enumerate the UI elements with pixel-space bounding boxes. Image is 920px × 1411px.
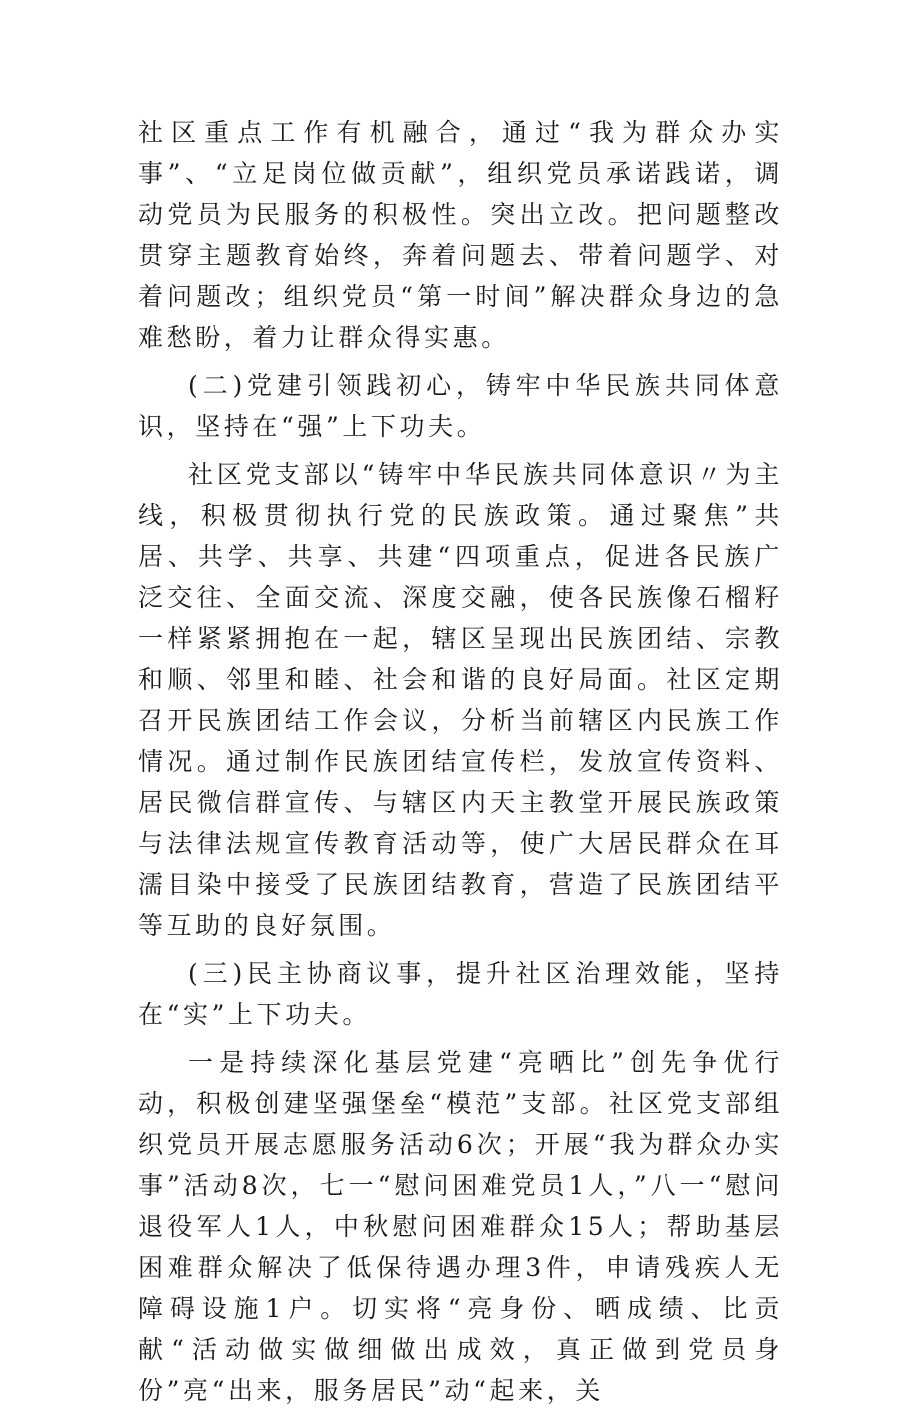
body-paragraph-party-building: 一是持续深化基层党建“亮晒比”创先争优行动，积极创建坚强堡垒“模范”支部。社区党支部组织党员开展志愿服务活动6次；开展“我为群众办实事”活动8次，七一“慰问困难党员1人，”八一“慰问退役军人1人，中秋慰问困难群众15人；帮助基层困难群众解决了低保待遇办理3件，申请残疾人无障碍设施1户。切实将“亮身份、晒成绩、比贡献“活动做实做细做出成效，真正做到党员身份”亮“出来，服务居民”动“起来，关 — [138, 1048, 783, 1405]
body-paragraph-continuation: 社区重点工作有机融合，通过“我为群众办实事”、“立足岗位做贡献”，组织党员承诺践诺，调动党员为民服务的积极性。突出立改。把问题整改贯穿主题教育始终，奔着问题去、带着问题学、对着问题改；组织党员“第一时间”解决群众身边的急难愁盼，着力让群众得实惠。 — [138, 118, 783, 352]
document-page — [138, 112, 783, 1411]
section-heading-3: (三)民主协商议事，提升社区治理效能，坚持在“实”上下功夫。 — [138, 959, 783, 1029]
body-paragraph-ethnic-unity: 社区党支部以“铸牢中华民族共同体意识〃为主线，积极贯彻执行党的民族政策。通过聚焦”共居、共学、共享、共建“四项重点，促进各民族广泛交往、全面交流、深度交融，使各民族像石榴籽一样紧紧拥抱在一起，辖区呈现出民族团结、宗教和顺、邻里和睦、社会和谐的良好局面。社区定期召开民族团结工作会议，分析当前辖区内民族工作情况。通过制作民族团结宣传栏，发放宣传资料、居民微信群宣传、与辖区内天主教堂开展民族政策与法律法规宣传教育活动等，使广大居民群众在耳濡目染中接受了民族团结教育，营造了民族团结平等互助的良好氛围。 — [138, 460, 783, 940]
section-heading-2: (二)党建引领践初心，铸牢中华民族共同体意识，坚持在“强”上下功夫。 — [138, 371, 783, 441]
